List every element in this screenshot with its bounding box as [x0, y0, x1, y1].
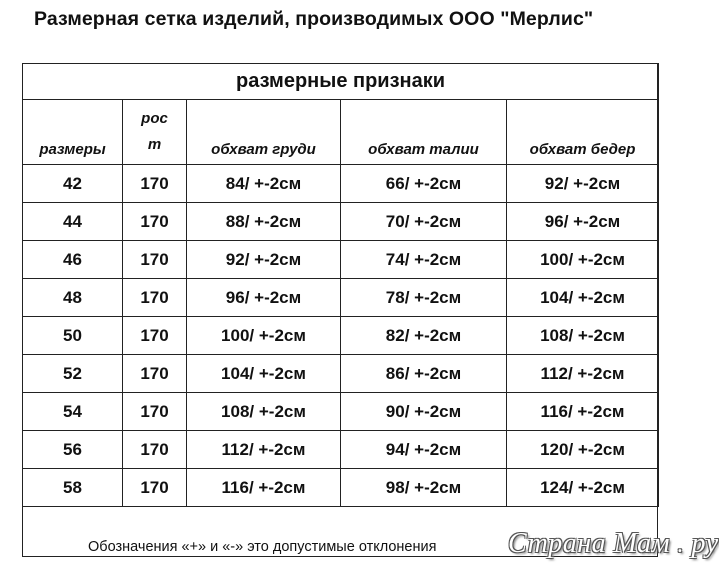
cell-size: 52: [23, 355, 123, 393]
cell-hips: 104/ +-2см: [507, 279, 659, 317]
cell-size: 42: [23, 165, 123, 203]
cell-size: 48: [23, 279, 123, 317]
cell-waist: 82/ +-2см: [341, 317, 507, 355]
table-row: [23, 165, 659, 203]
table-row: [23, 393, 659, 431]
cell-height: 170: [123, 355, 187, 393]
cell-height: 170: [123, 393, 187, 431]
cell-size: 50: [23, 317, 123, 355]
cell-waist: 66/ +-2см: [341, 165, 507, 203]
cell-hips: 124/ +-2см: [507, 469, 659, 507]
column-header-waist: обхват талии: [341, 100, 507, 165]
cell-chest: 88/ +-2см: [187, 203, 341, 241]
cell-height: 170: [123, 165, 187, 203]
cell-waist: 94/ +-2см: [341, 431, 507, 469]
cell-hips: 120/ +-2см: [507, 431, 659, 469]
table-row: [23, 469, 659, 507]
cell-chest: 96/ +-2см: [187, 279, 341, 317]
cell-height: 170: [123, 431, 187, 469]
cell-hips: 112/ +-2см: [507, 355, 659, 393]
table-row: [23, 203, 659, 241]
cell-chest: 84/ +-2см: [187, 165, 341, 203]
cell-size: 44: [23, 203, 123, 241]
cell-size: 54: [23, 393, 123, 431]
cell-hips: 116/ +-2см: [507, 393, 659, 431]
page-title: Размерная сетка изделий, производимых ООО "Мерлис": [34, 8, 594, 30]
cell-hips: 92/ +-2см: [507, 165, 659, 203]
group-header: размерные признаки: [23, 64, 659, 100]
cell-waist: 90/ +-2см: [341, 393, 507, 431]
table-row: [23, 317, 659, 355]
cell-chest: 100/ +-2см: [187, 317, 341, 355]
cell-height: 170: [123, 469, 187, 507]
table-row: [23, 279, 659, 317]
cell-hips: 100/ +-2см: [507, 241, 659, 279]
cell-size: 46: [23, 241, 123, 279]
cell-waist: 70/ +-2см: [341, 203, 507, 241]
cell-chest: 116/ +-2см: [187, 469, 341, 507]
cell-height: 170: [123, 279, 187, 317]
cell-waist: 86/ +-2см: [341, 355, 507, 393]
cell-chest: 92/ +-2см: [187, 241, 341, 279]
column-header-height: рос т: [123, 100, 187, 165]
column-header-hips: обхват бедер: [507, 100, 659, 165]
column-header-size: размеры: [23, 100, 123, 165]
cell-chest: 104/ +-2см: [187, 355, 341, 393]
cell-size: 58: [23, 469, 123, 507]
cell-height: 170: [123, 317, 187, 355]
table-row: [23, 241, 659, 279]
cell-chest: 108/ +-2см: [187, 393, 341, 431]
table-row: [23, 431, 659, 469]
cell-chest: 112/ +-2см: [187, 431, 341, 469]
cell-size: 56: [23, 431, 123, 469]
cell-waist: 98/ +-2см: [341, 469, 507, 507]
column-header-chest: обхват груди: [187, 100, 341, 165]
cell-hips: 108/ +-2см: [507, 317, 659, 355]
table-row: [23, 355, 659, 393]
cell-waist: 74/ +-2см: [341, 241, 507, 279]
footnote: Обозначения «+» и «-» это допустимые отклонения: [88, 539, 437, 555]
cell-height: 170: [123, 203, 187, 241]
cell-waist: 78/ +-2см: [341, 279, 507, 317]
watermark-logo: Страна Мам . ру: [508, 528, 719, 559]
cell-hips: 96/ +-2см: [507, 203, 659, 241]
size-chart-table: [22, 63, 659, 507]
cell-height: 170: [123, 241, 187, 279]
